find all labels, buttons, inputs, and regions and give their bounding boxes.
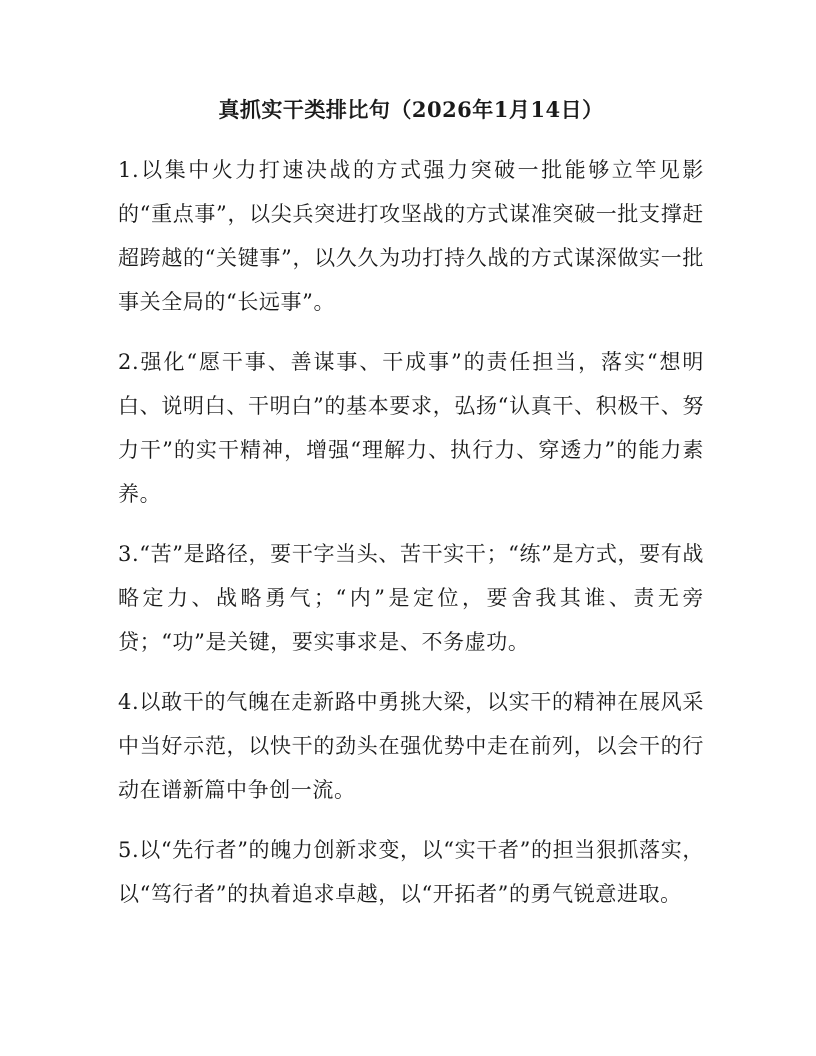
paragraph-5: 5.以“先行者”的魄力创新求变，以“实干者”的担当狠抓落实，以“笃行者”的执着追求卓越，以“开拓者”的勇气锐意进取。	[118, 838, 704, 906]
paragraph-2: 2.强化“愿干事、善谋事、干成事”的责任担当，落实“想明白、说明白、干明白”的基本要求，弘扬“认真干、积极干、努力干”的实干精神，增强“理解力、执行力、穿透力”的能力素养。	[118, 350, 704, 506]
paragraph-3: 3.“苦”是路径，要干字当头、苦干实干；“练”是方式，要有战略定力、战略勇气；“内”是定位，要舍我其谁、责无旁贷；“功”是关键，要实事求是、不务虚功。	[118, 542, 704, 654]
paragraph-1: 1.以集中火力打速决战的方式强力突破一批能够立竿见影的“重点事”，以尖兵突进打攻坚战的方式谋准突破一批支撑赶超跨越的“关键事”，以久久为功打持久战的方式谋深做实一批事关全局的“长远事”。	[118, 158, 704, 314]
paragraph-4: 4.以敢干的气魄在走新路中勇挑大梁，以实干的精神在展风采中当好示范，以快干的劲头在强优势中走在前列，以会干的行动在谱新篇中争创一流。	[118, 690, 704, 802]
document-title: 真抓实干类排比句（2026年1月14日）	[218, 97, 604, 122]
